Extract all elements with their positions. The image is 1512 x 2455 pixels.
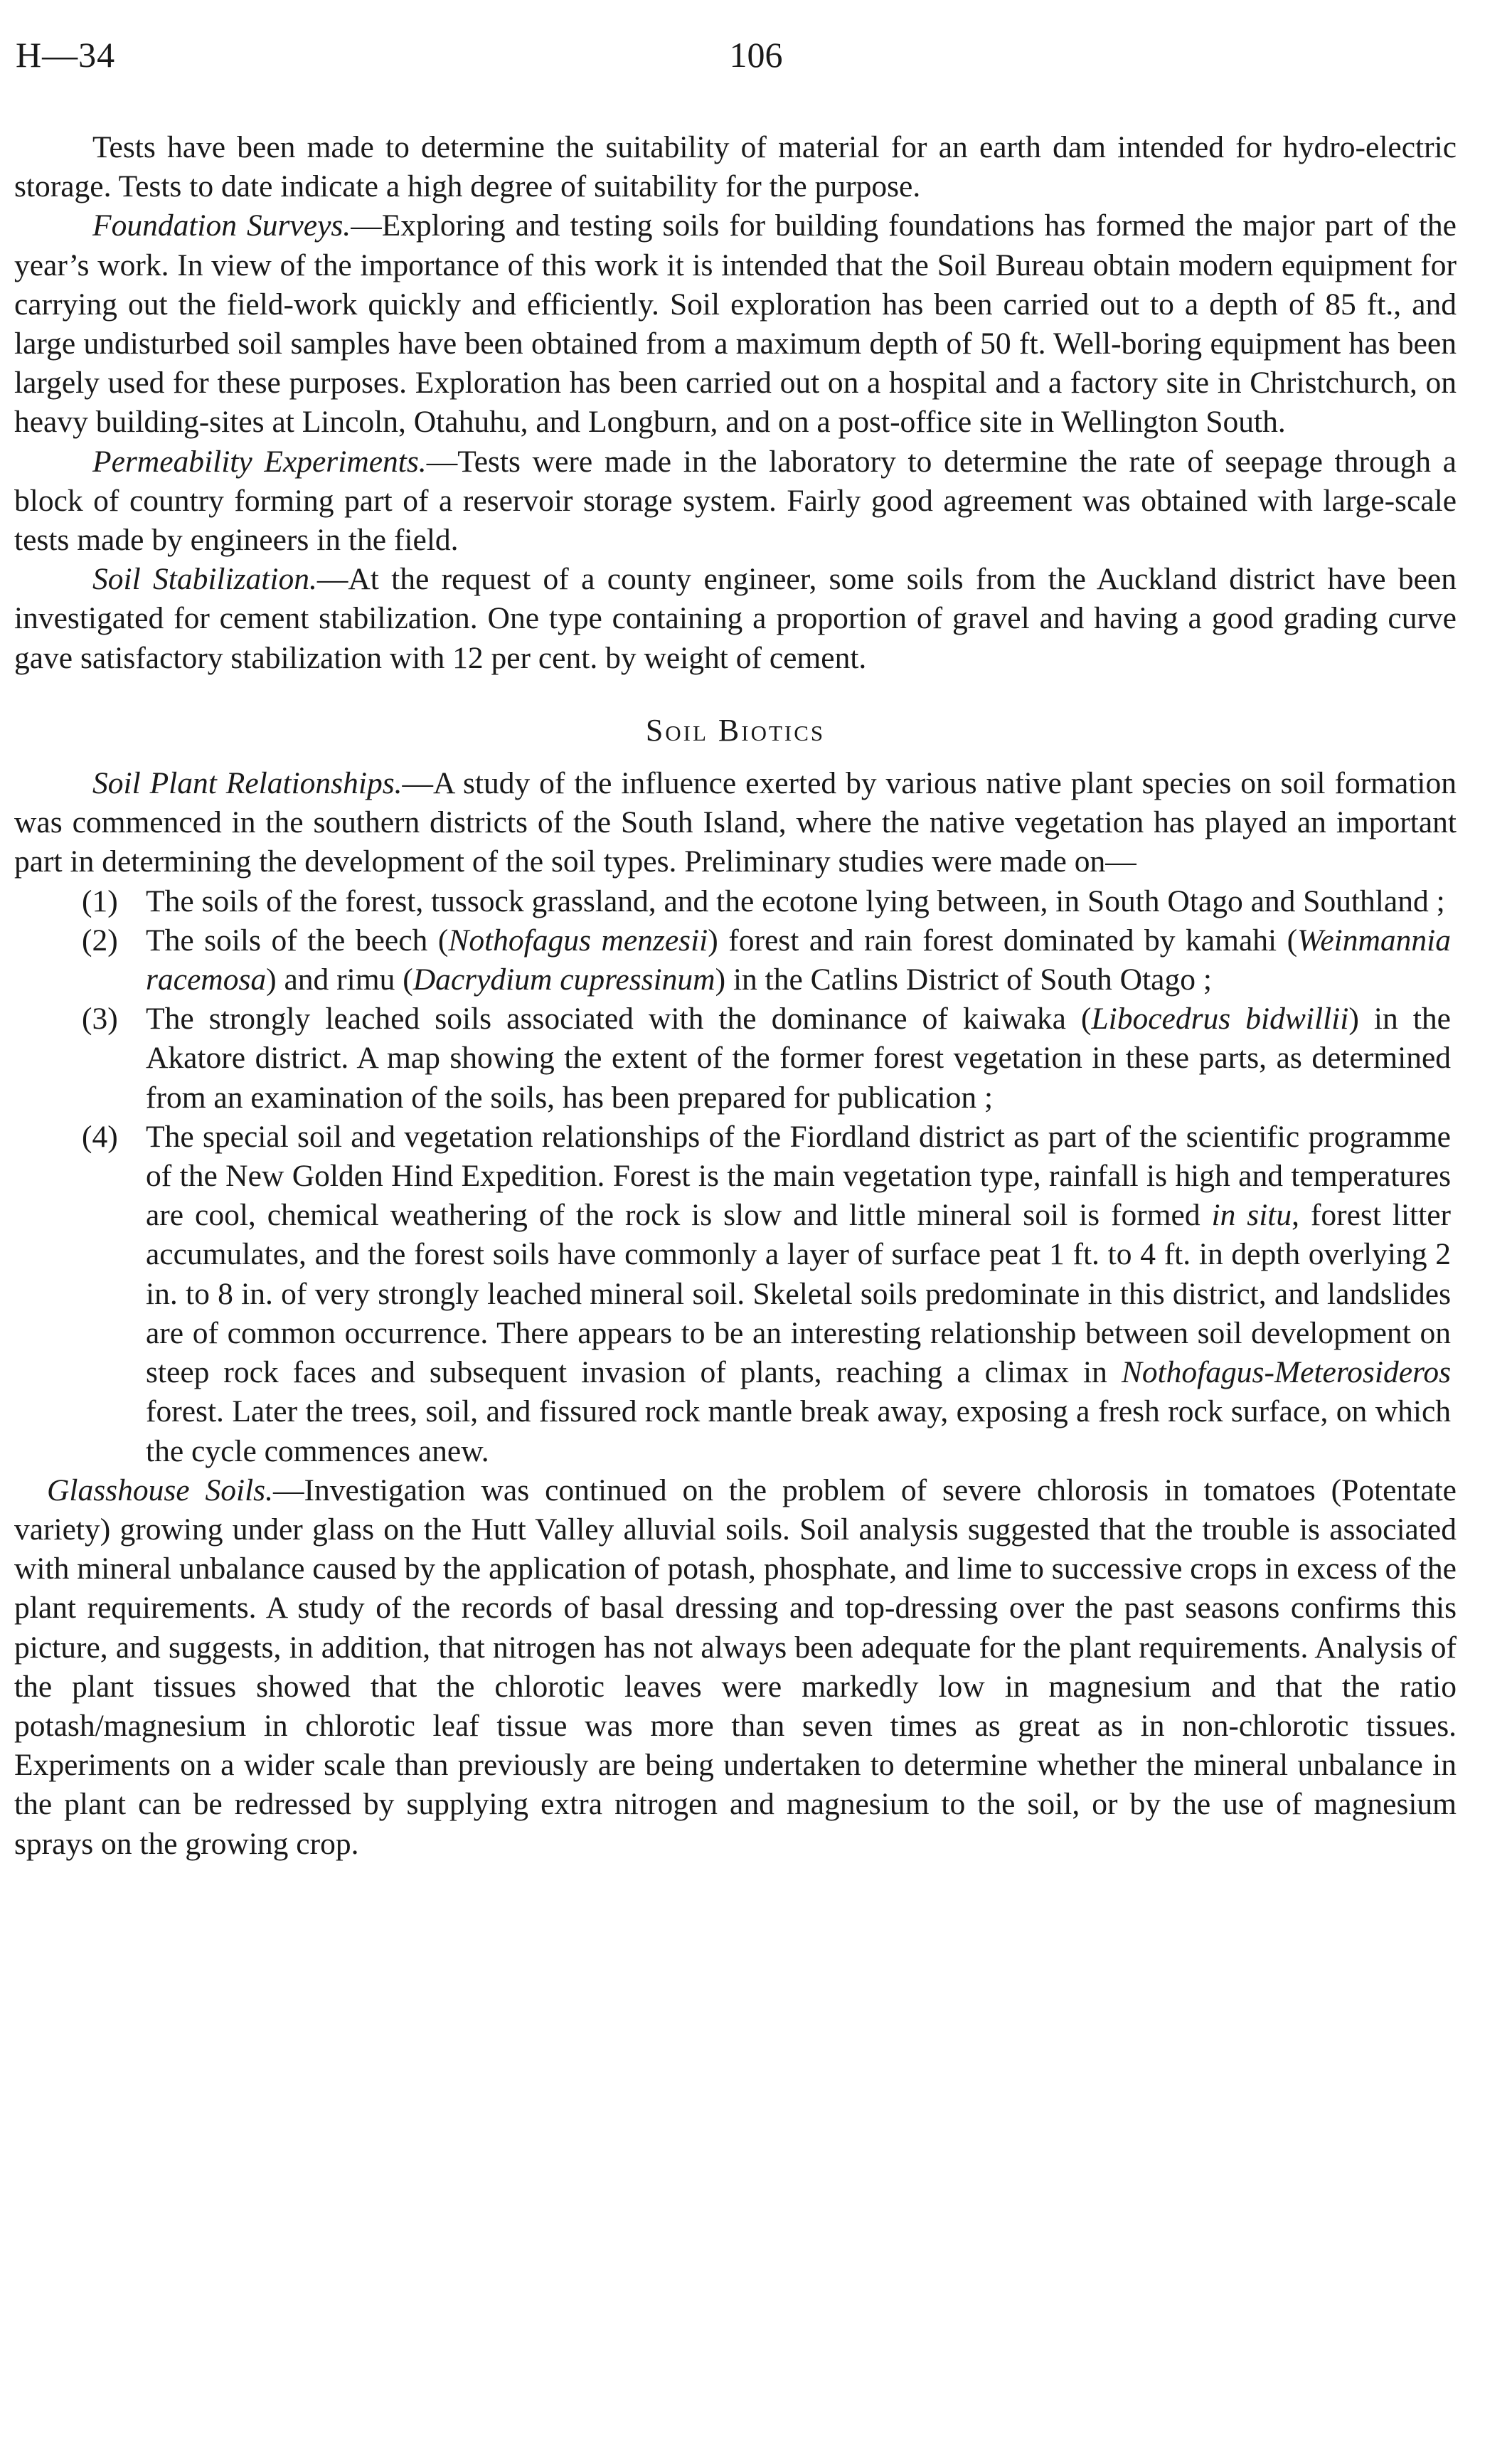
paragraph-earth-dam: Tests have been made to determine the suitability of material for an earth dam intended for hydro-electric storage. Tests to date indicate a high degree of suitability for the purpose. bbox=[14, 130, 1457, 204]
page-header bbox=[16, 34, 1496, 84]
paragraph-foundation-surveys bbox=[14, 206, 1457, 442]
paragraph-permeability bbox=[14, 442, 1457, 561]
paragraph-glasshouse-soils bbox=[14, 1471, 1457, 1864]
species-name: Nothofagus menzesii bbox=[448, 923, 708, 958]
paragraph-plant-relationships bbox=[14, 764, 1457, 882]
list-item-text: ) in the Catlins District of South Otago ; bbox=[715, 963, 1212, 997]
list-item-number: (1) bbox=[82, 884, 118, 918]
plant-relationships-heading: Soil Plant Relationships. bbox=[92, 766, 403, 801]
species-name: Weinmannia racemosa bbox=[146, 923, 1451, 997]
foundation-surveys-heading: Foundation Surveys. bbox=[92, 208, 351, 243]
list-item-text: The special soil and vegetation relationships of the Fiordland district as part of the scientific programme of the New Golden Hind Expedition. Forest is the main vegetation type, rainfall is high and temperatures are cool, chemical weathering of the rock is slow and little mineral soil is formed bbox=[146, 1119, 1451, 1233]
list-item-text: The soils of the beech ( bbox=[146, 923, 449, 958]
list-item-text: The soils of the forest, tussock grassland, and the ecotone lying between, in South Otago and Southland ; bbox=[146, 884, 1445, 918]
list-item-text: ) in the Akatore district. A map showing the extent of the former forest vegetation in these parts, as determined from an examination of the soils, has been prepared for publication ; bbox=[146, 1002, 1451, 1115]
permeability-text: —Tests were made in the laboratory to determine the rate of seepage through a block of country forming part of a reservoir storage system. Fairly good agreement was obtained with large-scale tests made by engineers in the field. bbox=[14, 444, 1457, 558]
list-item bbox=[14, 1118, 1457, 1471]
foundation-surveys-text: —Exploring and testing soils for building foundations has formed the major part of the year’s work. In view of the importance of this work it is intended that the Soil Bureau obtain modern equipment for carrying out the field-work quickly and efficiently. Soil exploration has been carried out to a depth of 85 ft., and large undisturbed soil samples have been obtained from a maximum depth of 50 ft. Well-boring equipment has been largely used for these purposes. Exploration has been carried out on a hospital and a factory site in Christchurch, on heavy building-sites at Lincoln, Otahuhu, and Longburn, and on a post-office site in Wellington South. bbox=[14, 208, 1457, 440]
list-item bbox=[14, 921, 1457, 1000]
list-item bbox=[14, 1000, 1457, 1118]
species-name: Libocedrus bidwillii bbox=[1091, 1002, 1349, 1036]
list-item-text: forest. Later the trees, soil, and fissured rock mantle break away, exposing a fresh rock surface, on which the cycle commences anew. bbox=[146, 1394, 1451, 1468]
list-item-text: , forest litter accumulates, and the forest soils have commonly a layer of surface peat 1 ft. to 4 ft. in depth overlying 2 in. to 8 in. of very strongly leached mineral soil. Skeletal soils predominate in this district, and landslides are of common occurrence. There appears to be an interesting relationship between soil development on steep rock faces and subsequent invasion of plants, reaching a climax in bbox=[146, 1198, 1452, 1390]
paragraph-soil-stabilization bbox=[14, 560, 1457, 678]
species-name: Nothofagus-Meterosideros bbox=[1121, 1355, 1451, 1390]
page-body bbox=[14, 128, 1457, 1864]
plant-relationships-text: —A study of the influence exerted by various native plant species on soil formation was commenced in the southern districts of the South Island, where the native vegetation has played an important part in determining the development of the soil types. Preliminary studies were made on— bbox=[14, 766, 1457, 879]
report-code: H—34 bbox=[16, 35, 116, 75]
soil-stabilization-text: —At the request of a county engineer, some soils from the Auckland district have been investigated for cement stabilization. One type containing a proportion of gravel and having a good grading curve gave satisfactory stabilization with 12 per cent. by weight of cement. bbox=[14, 562, 1457, 675]
list-item bbox=[14, 882, 1457, 921]
section-heading-soil-biotics: Soil Biotics bbox=[645, 712, 826, 748]
list-item-text: ) and rimu ( bbox=[266, 963, 413, 997]
list-item-number: (4) bbox=[82, 1119, 118, 1154]
list-item-text: The strongly leached soils associated with the dominance of kaiwaka ( bbox=[146, 1002, 1092, 1036]
glasshouse-soils-text: —Investigation was continued on the problem of severe chlorosis in tomatoes (Potentate variety) growing under glass on the Hutt Valley alluvial soils. Soil analysis suggested that the trouble is associated with mineral unbalance caused by the application of potash, phosphate, and lime to successive crops in excess of the plant requirements. A study of the records of basal dressing and top-dressing over the past seasons confirms this picture, and suggests, in addition, that nitrogen has not always been adequate for the plant requirements. Analysis of the plant tissues showed that the chlorotic leaves were markedly low in magnesium and that the ratio potash/magnesium in chlorotic leaf tissue was more than seven times as great as in non-chlorotic tissues. Experiments on a wider scale than previously are being undertaken to determine whether the mineral unbalance in the plant can be redressed by supplying extra nitrogen and magnesium to the soil, or by the use of magnesium sprays on the growing crop. bbox=[14, 1473, 1457, 1861]
latin-term: in situ bbox=[1211, 1198, 1292, 1233]
list-item-text: ) forest and rain forest dominated by kamahi ( bbox=[708, 923, 1298, 958]
glasshouse-soils-heading: Glasshouse Soils. bbox=[47, 1473, 273, 1507]
page-number: 106 bbox=[729, 35, 783, 75]
list-item-number: (2) bbox=[82, 923, 118, 958]
species-name: Dacrydium cupressinum bbox=[412, 963, 715, 997]
permeability-heading: Permeability Experiments. bbox=[92, 444, 427, 479]
study-list bbox=[14, 882, 1457, 1471]
soil-stabilization-heading: Soil Stabilization. bbox=[92, 562, 317, 597]
list-item-number: (3) bbox=[82, 1002, 118, 1036]
